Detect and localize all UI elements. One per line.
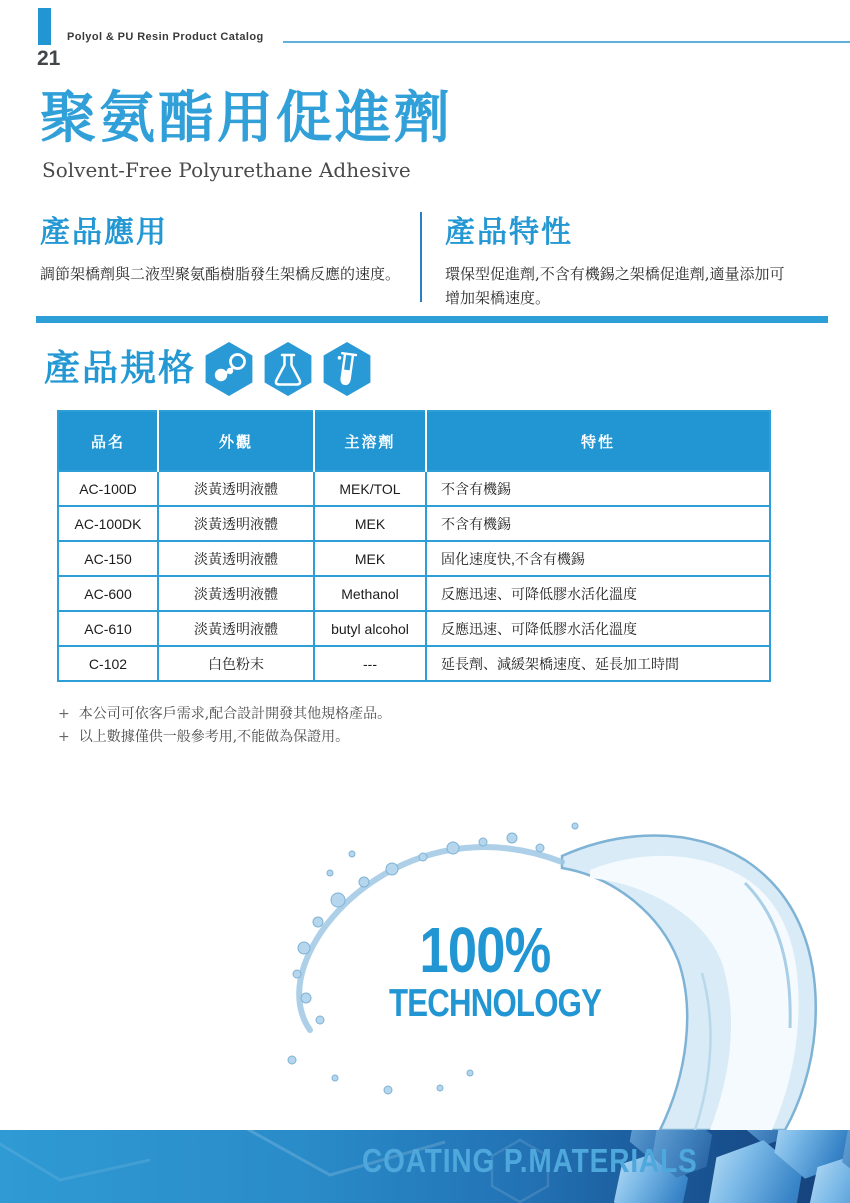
cell-appearance: 白色粉末 [158,646,314,681]
cell-feature: 延長劑、減緩架橋速度、延長加工時間 [426,646,770,681]
cell-solvent: Methanol [314,576,426,611]
water-splash-illustration [240,778,850,1130]
table-row [58,471,770,506]
cell-feature: 不含有機錫 [426,471,770,506]
cell-solvent: MEK [314,506,426,541]
footer-banner [0,1130,850,1203]
cell-name: AC-100D [58,471,158,506]
header-accent-bar [38,8,51,45]
header-rule [283,41,850,43]
table-row [58,541,770,576]
cell-solvent: butyl alcohol [314,611,426,646]
cell-solvent: MEK/TOL [314,471,426,506]
cell-appearance: 淡黃透明液體 [158,471,314,506]
catalog-title: Polyol & PU Resin Product Catalog [67,31,264,43]
specs-heading: 產品規格 [44,347,197,389]
col-header-feature: 特性 [426,411,770,471]
col-header-solvent: 主溶劑 [314,411,426,471]
page-title: 聚氨酯用促進劑 [40,85,453,151]
cell-name: AC-100DK [58,506,158,541]
product-spec-table [57,410,771,682]
test-tube-icon [324,342,371,396]
cell-name: AC-600 [58,576,158,611]
footnotes [58,703,391,749]
footnote-line [58,703,391,726]
footnote-text: 本公司可依客戶需求,配合設計開發其他規格產品。 [78,706,392,722]
col-header-appearance: 外觀 [158,411,314,471]
section-divider [420,212,422,302]
table-row [58,611,770,646]
cell-solvent: --- [314,646,426,681]
cell-appearance: 淡黃透明液體 [158,506,314,541]
table-row [58,576,770,611]
footnote-bullet: + [58,706,70,722]
flask-icon [265,342,312,396]
features-heading: 產品特性 [445,215,573,250]
cell-name: C-102 [58,646,158,681]
cell-name: AC-150 [58,541,158,576]
table-row [58,646,770,681]
splash-percent-text: 100% [419,914,551,986]
application-heading: 產品應用 [40,215,168,250]
cell-feature: 固化速度快,不含有機錫 [426,541,770,576]
footnote-bullet: + [58,729,70,745]
splash-technology-text: TECHNOLOGY [389,982,602,1025]
cell-appearance: 淡黃透明液體 [158,611,314,646]
page-subtitle: Solvent-Free Polyurethane Adhesive [42,158,411,182]
footnote-text: 以上數據僅供一般參考用,不能做為保證用。 [78,729,350,745]
cell-solvent: MEK [314,541,426,576]
section-features [445,207,785,310]
table-header-row [58,411,770,471]
specs-icons [203,340,403,403]
cell-appearance: 淡黃透明液體 [158,541,314,576]
page-number: 21 [37,47,61,70]
section-application [40,207,420,286]
cell-feature: 反應迅速、可降低膠水活化溫度 [426,576,770,611]
features-body: 環保型促進劑,不含有機錫之架橋促進劑,適量添加可增加架橋速度。 [445,265,785,307]
brand-text: COATING P.MATERIALS [362,1142,698,1179]
section-rule [36,316,828,323]
application-body: 調節架橋劑與二液型聚氨酯樹脂發生架橋反應的速度。 [40,265,401,283]
table-row [58,506,770,541]
cell-feature: 不含有機錫 [426,506,770,541]
molecule-icon [206,342,253,396]
col-header-name: 品名 [58,411,158,471]
cell-appearance: 淡黃透明液體 [158,576,314,611]
cell-name: AC-610 [58,611,158,646]
splash-caption [365,914,605,1025]
footnote-line [58,726,391,749]
cell-feature: 反應迅速、可降低膠水活化溫度 [426,611,770,646]
